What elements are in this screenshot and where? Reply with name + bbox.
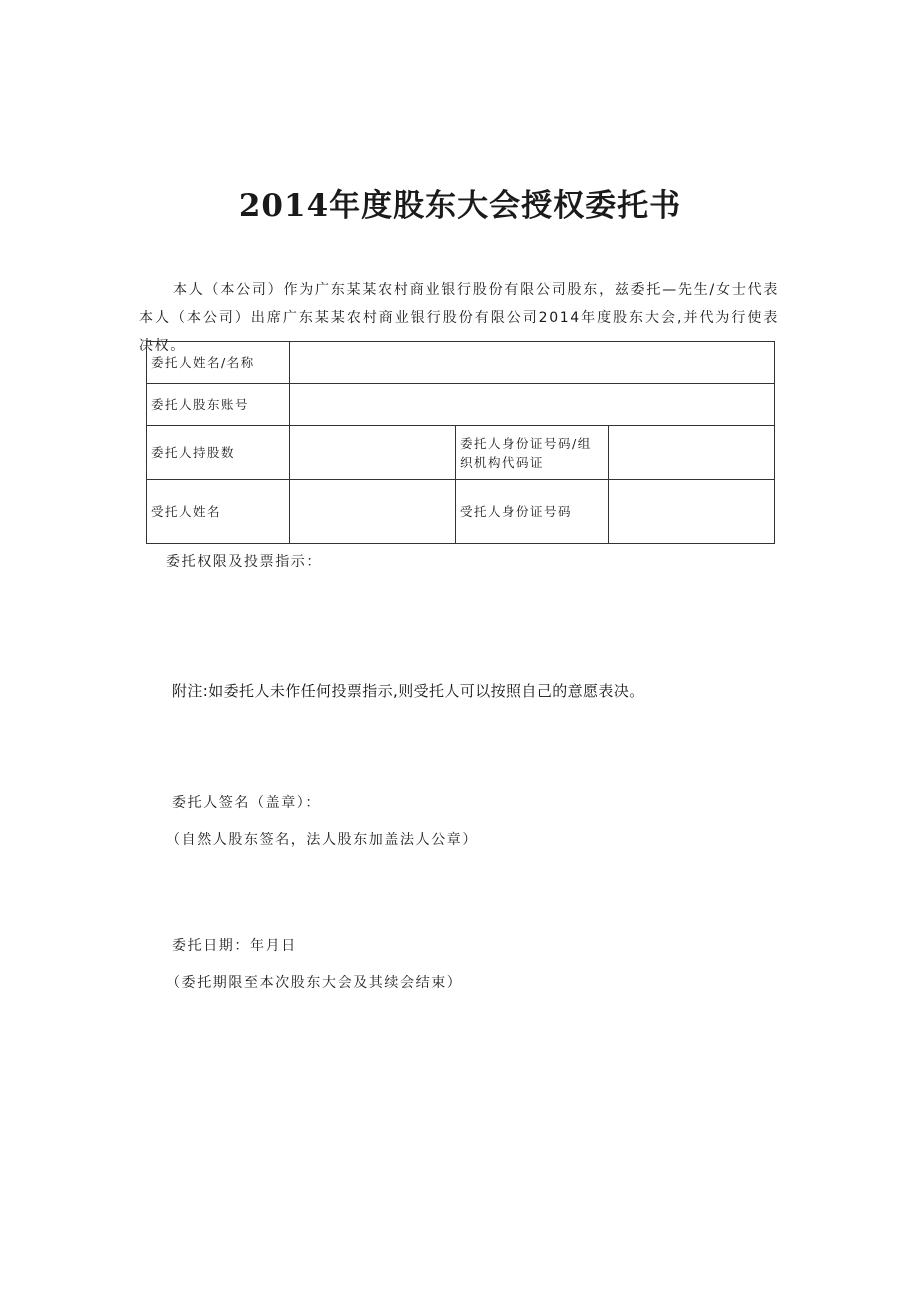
table-row [147, 480, 775, 544]
principal-shares-field[interactable] [290, 426, 456, 480]
table-row [147, 426, 775, 480]
date-label: 委托日期：年月日 [172, 938, 297, 954]
agent-id-label: 受托人身份证号码 [456, 480, 609, 544]
principal-account-label: 委托人股东账号 [147, 384, 290, 426]
agent-name-label: 受托人姓名 [147, 480, 290, 544]
proxy-info-table [146, 341, 775, 544]
authority-label: 委托权限及投票指示： [166, 554, 322, 570]
table-row [147, 384, 775, 426]
principal-shares-label: 委托人持股数 [147, 426, 290, 480]
agent-name-field[interactable] [290, 480, 456, 544]
document-title: 2014年度股东大会授权委托书 [238, 188, 682, 224]
agent-id-field[interactable] [609, 480, 775, 544]
principal-id-label: 委托人身份证号码/组织机构代码证 [456, 426, 609, 480]
table-row [147, 342, 775, 384]
note-text: 附注:如委托人未作任何投票指示,则受托人可以按照自己的意愿表决。 [172, 682, 645, 700]
principal-account-field[interactable] [290, 384, 775, 426]
signature-hint: （自然人股东签名，法人股东加盖法人公章） [166, 832, 478, 848]
principal-name-label: 委托人姓名/名称 [147, 342, 290, 384]
intro-paragraph: 本人（本公司）作为广东某某农村商业银行股份有限公司股东，兹委托—先生/女士代表本人（本公司）出席广东某某农村商业银行股份有限公司2014年度股东大会,并代为行使表决权。 [139, 282, 779, 354]
principal-id-field[interactable] [609, 426, 775, 480]
signature-label: 委托人签名（盖章）： [172, 795, 321, 811]
date-hint: （委托期限至本次股东大会及其续会结束） [166, 975, 463, 991]
principal-name-field[interactable] [290, 342, 775, 384]
